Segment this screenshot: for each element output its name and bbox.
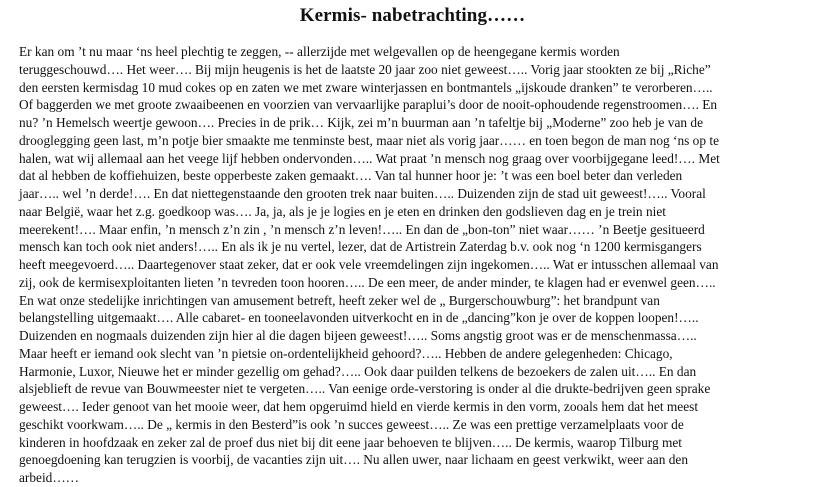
body-line: kinderen in hoofdzaak en zeker zal de proef dus niet bij dit eene jaar behoeven te blijven….. De kermis, waarop Tilburg met — [19, 434, 683, 450]
body-line: Harmonie, Luxor, Nieuwe het er minder gezellig om gehad?….. Ook daar puilden telkens de bezoekers de zalen uit….. En dan — [19, 363, 697, 379]
body-line: halen, wat wij allemaal aan het veege lijf hebben ondervonden….. Wat praat ’n mensch nog graag over voorbijgegane leed!…. Met — [19, 150, 720, 166]
body-line: zij, ook de kermisexploitanten lieten ’n tevreden toon hooren….. De een meer, de ander minder, te klagen had er evenwel geen….. — [19, 274, 716, 290]
body-line: Er kan om ’t nu maar ‘ns heel plechtig te zeggen, -- allerzijde met welgevallen op de heengegane kermis worden — [19, 44, 620, 59]
body-line: naar België, waar het z.g. goedkoop was…. Ja, ja, als je je logies en je eten en drinken den godslieven dag en je trein niet — [19, 203, 666, 219]
body-line: belangstelling uitgemaakt…. Alle cabaret- en tooneelavonden uitverkocht en in de „dancing”kon je over de koppen loopen!….. — [19, 310, 699, 326]
body-line: En wat onze stedelijke inrichtingen van amusement betreft, heeft zeker wel de „ Burgerschouwburg”: het brandpunt van — [19, 292, 660, 308]
body-line: dat al hebben de koffiehuizen, beste opperbeste zaken gemaakt…. Van tal hunner hoor je: ’t was een boel beter dan verleden — [19, 168, 683, 184]
body-line: heeft meegevoerd….. Daartegenover staat zeker, dat er ook vele vreemdelingen zijn ingekomen….. Wat er intusschen allemaal van — [19, 257, 719, 272]
body-line: Of baggerden we met groote zwaaibeenen en voorzien van vervaarlijke paraplui’s door de nooit-ophoudende regenstroomen…. En — [19, 97, 718, 113]
article-body — [19, 43, 819, 487]
body-line: geschikt voorkwam….. De „ kermis in den Besterd”is ook ’n succes geweest….. Ze was een prettige verzamelplaats voor de — [19, 416, 684, 432]
article-title: Kermis- nabetrachting…… — [299, 5, 526, 26]
body-line: genoegdoening kan terugzien is voorbij, de vacanties zijn uit…. Nu allen uwer, naar lichaam en geest verkwikt, weer aan den — [19, 452, 689, 468]
body-line: Maar heeft er iemand ook slecht van ’n pietsie on-ordentelijkheid gehoord?….. Hebben de andere gelegenheden: Chicago, — [19, 345, 673, 361]
body-line: den eersten kermisdag 10 mud cokes op en zaten we met zware winterjassen en bontmantels „ijskoude dranken” te verorberen….. — [19, 79, 713, 95]
body-line: jaar….. wel ’n derde!…. En dat niettegenstaande den grooten trek naar buiten….. Duizenden zijn de stad uit geweest!….. Vooral — [19, 186, 706, 201]
body-line: nu? ’n Hemelsch weertje gewoon…. Precies in de prik… Kijk, zei m’n buurman aan ’n tafeltje bij „Moderne” zoo heb je van de — [19, 115, 703, 130]
body-line: alsjeblieft de revue van Bouwmeester niet te vergeten….. Van eenige orde-verstoring is onder al die drukte-bedrijven geen sprake — [19, 381, 711, 397]
body-line: Duizenden en nogmaals duizenden zijn hier al die dagen bijeen geweest!….. Soms angstig groot was er de menschenmassa….. — [19, 328, 697, 343]
body-line: arbeid…… — [19, 470, 80, 485]
body-line: mensch kan toch ook niet anders!….. En als ik je nu vertel, lezer, dat de Artistrein Zaterdag b.v. ook nog ‘n 1200 kermisgangers — [19, 239, 702, 255]
body-line: teruggeschouwd…. Het weer…. Bij mijn heugenis is het de laatste 20 jaar zoo niet geweest….. Vorig jaar stookten ze bij „Riche” — [19, 61, 711, 77]
body-line: drooglegging geen last, m’n potje bier smaakte me tenminste best, maar niet als vorig jaar…… en toen begon de man nog ‘ns op te — [19, 132, 719, 148]
body-line: meerekent!…. Maar enfin, ’n mensch z’n zin , ’n mensch z’n leven!….. En dan de „bon-ton” niet waar…… ’n Beetje gesitueerd — [19, 221, 705, 237]
body-line: geweest…. Ieder genoot van het mooie weer, dat hem opgeruimd hield en vierde kermis in den vorm, zooals hem dat het meest — [19, 399, 699, 414]
